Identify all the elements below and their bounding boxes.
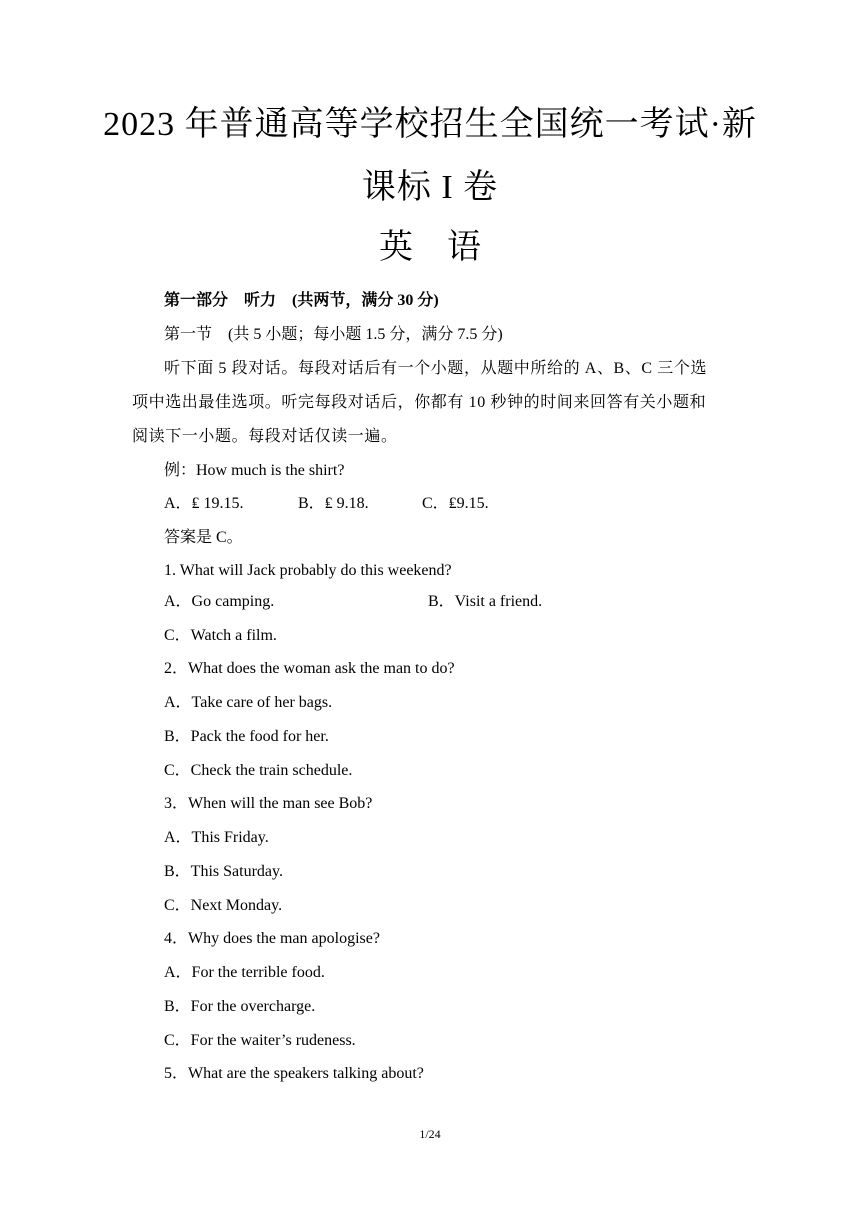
question-3: 3．When will the man see Bob? [164, 795, 373, 812]
subject-title [0, 228, 860, 268]
question-1-option-b: B．Visit a friend. [428, 593, 543, 610]
example-options [164, 494, 489, 514]
question-3-option-a: A．This Friday. [164, 829, 269, 846]
question-3-option-b: B．This Saturday. [164, 863, 283, 880]
example-option-c: C．₤9.15. [422, 495, 489, 512]
exam-title-line-1: 2023 年普通高等学校招生全国统一考试·新 [103, 106, 757, 143]
question-1: 1. What will Jack probably do this weekend? [164, 562, 452, 579]
question-5: 5．What are the speakers talking about? [164, 1065, 424, 1082]
question-3-option-c: C．Next Monday. [164, 897, 283, 914]
question-4-option-b: B．For the overcharge. [164, 998, 316, 1015]
question-1-option-c: C．Watch a film. [164, 627, 277, 644]
instructions-line-2: 项中选出最佳选项。听完每段对话后，你都有 10 秒钟的时间来回答有关小题和 [132, 394, 707, 411]
question-2-option-c: C．Check the train schedule. [164, 762, 353, 779]
example-question: 例：How much is the shirt? [164, 462, 345, 479]
instructions-line-3: 阅读下一小题。每段对话仅读一遍。 [132, 428, 398, 445]
question-2-option-a: A．Take care of her bags. [164, 694, 333, 711]
question-4-option-c: C．For the waiter’s rudeness. [164, 1032, 356, 1049]
example-answer: 答案是 C。 [164, 529, 243, 546]
question-2: 2．What does the woman ask the man to do? [164, 660, 455, 677]
example-option-b: B．₤ 9.18. [298, 495, 369, 512]
part-heading: 第一部分 听力 (共两节，满分 30 分) [164, 292, 439, 309]
exam-title-line-2: 课标 I 卷 [361, 169, 499, 206]
question-4: 4．Why does the man apologise? [164, 930, 380, 947]
question-1-option-a: A．Go camping. [164, 593, 275, 610]
instructions-line-1: 听下面 5 段对话。每段对话后有一个小题，从题中所给的 A、B、C 三个选 [164, 360, 708, 377]
subject-char-2: 语 [447, 229, 481, 266]
subject-char-1: 英 [379, 229, 413, 266]
question-4-option-a: A．For the terrible food. [164, 964, 325, 981]
page-number: 1/24 [419, 1127, 441, 1141]
example-option-a: A．₤ 19.15. [164, 495, 244, 512]
section-heading: 第一节 (共 5 小题；每小题 1.5 分，满分 7.5 分) [164, 326, 503, 343]
question-2-option-b: B．Pack the food for her. [164, 728, 329, 745]
